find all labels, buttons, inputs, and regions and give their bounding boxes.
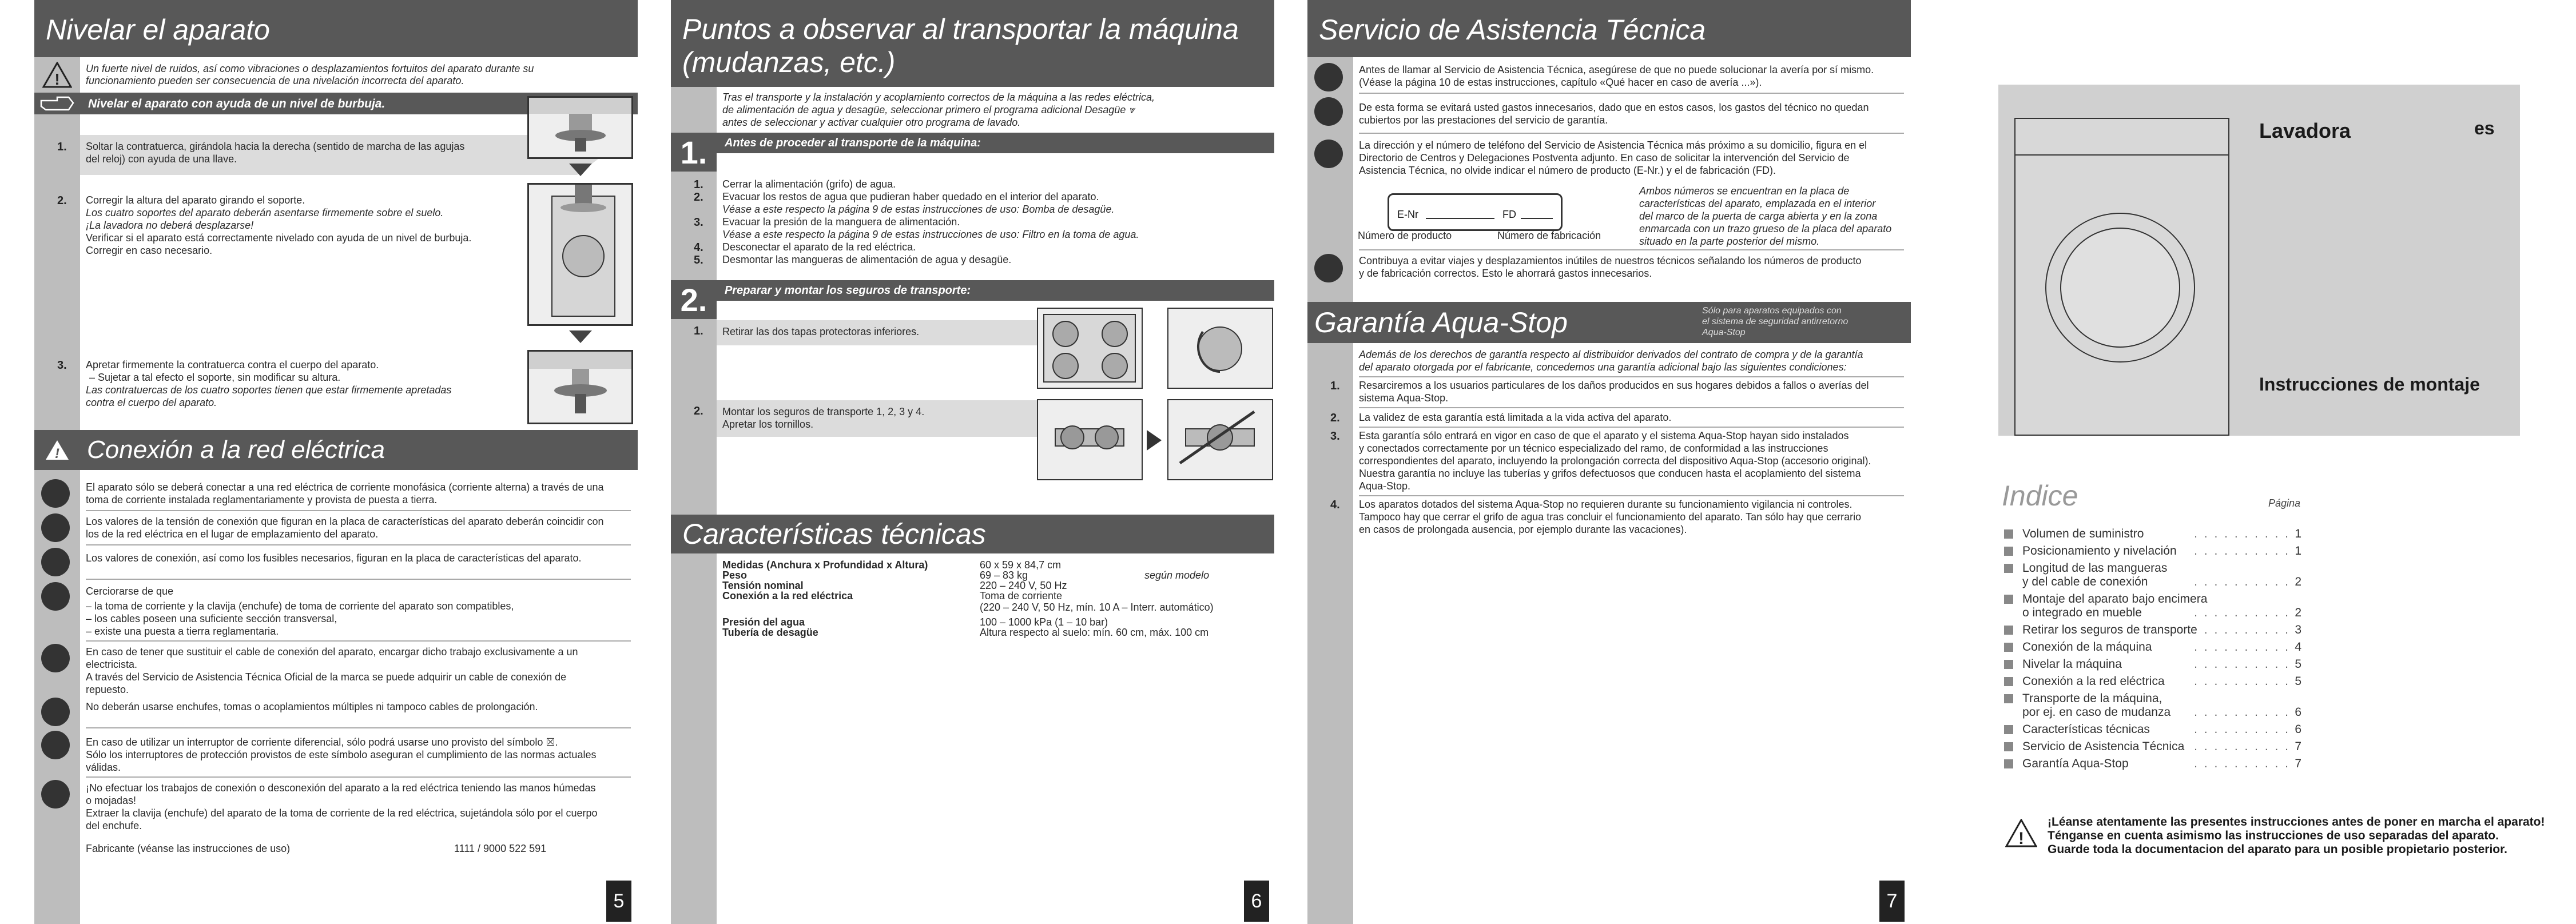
index-item-label: Garantía Aqua-Stop . . . . . . . . . . 7 bbox=[2004, 757, 2301, 771]
warranty-note: Sólo para aparatos equipados con el sistema de seguridad antirretorno Aqua-Stop bbox=[1702, 306, 1848, 337]
machine-front bbox=[2014, 118, 2229, 436]
index-item bbox=[2004, 675, 2301, 688]
step-1-line-1: Soltar la contratuerca, girándola hacia la derecha (sentido de marcha de las agujas bbox=[86, 141, 465, 152]
block-2-number: 2. bbox=[671, 280, 717, 319]
block-1-title: Antes de proceder al transporte de la máquina: bbox=[717, 133, 1274, 153]
step-1-line-2: del reloj) con ayuda de una llave. bbox=[86, 153, 237, 165]
index-leader: . . . . . . . . . . bbox=[2194, 575, 2290, 588]
square-bullet-icon bbox=[2004, 742, 2013, 751]
index-item bbox=[2004, 592, 2301, 620]
intro-line-2: de alimentación de agua y desagüe, seleccionar primero el programa adicional Desagüe ⩔ bbox=[722, 104, 1135, 115]
index-page-label: Página bbox=[2268, 497, 2301, 509]
svg-text:!: ! bbox=[55, 446, 59, 461]
page-title: Nivelar el aparato bbox=[34, 0, 638, 57]
index-page: 7 bbox=[2295, 757, 2301, 770]
square-bullet-icon bbox=[2004, 677, 2013, 686]
index-leader: . . . . . . . . . . bbox=[2194, 740, 2290, 753]
foot-illustration-2 bbox=[527, 350, 633, 424]
warning-icon bbox=[45, 439, 70, 461]
cap-detail-illustration bbox=[1167, 308, 1273, 389]
index-leader: . . . . . . . . . . bbox=[2194, 706, 2290, 719]
notice-line-1: ¡Léanse atentamente las presentes instrucciones antes de poner en marcha el aparato! bbox=[2048, 815, 2545, 829]
page-5: Nivelar el aparato ! Un fuerte nivel de ruidos, así como vibraciones o desplazamientos fortuitos del aparato durante su funcionamiento pueden ser consecuencia de una nivelación incorrecta del aparato. Nivelar el aparato con ayuda de un nivel de burbuja. 1. Soltar la contratuerca, girándola hacia la derecha (sentido de marcha de las agujas del reloj) con ayuda de una llave. 2. Corregir la altura del aparato girando el soporte. Los cuatro soportes del aparato deberán asentarse firmemente sobre el suelo. ¡La lavadora no deberá desplazarse! Verificar si el aparato está correctamente nivelado con ayuda de un nivel de burbuja. Corregir en caso necesario. 3. Apretar firmemente la contratuerca contra el cuerpo del aparato. – Sujetar a tal efecto el soporte, sin modificar su altura. Las contratuercas de los cuatro soportes tienen que estar firmemente apretadas contra el cuerpo del aparato. ! Conexión a la red eléctrica El aparato sólo se deberá conectar a una red eléctrica de corriente monofásica (corriente alterna) a través de una toma de corriente instalada reglamentariamente y provista de puesta a tierra. Los valores de la tensión de conexión que figuran en la placa de características del aparato deberán coincidir con los de la red eléctrica en el lugar de emplazamiento del aparato. Los valores de conexión, así como los fusibles necesarios, figuran en la placa de características del aparato. Cerciorarse de que – la toma de corriente y la clavija (enchufe) de toma de corriente del aparato son compatibles, – los cables poseen una suficiente sección transversal, – existe una puesta a tierra reglamentaria. En caso de tener que sustituir el cable de conexión del aparato, encargar dicho trabajo exclusivamente a un electricista. A través del Servicio de Asistencia Técnica Oficial de la marca se puede adquirir un cable de conexión de repuesto. No deberán usarse enchufes, tomas o acoplamientos múltiples ni tampoco cables de prolongación. En caso de utilizar un interruptor de corriente diferencial, sólo podrá usarse uno provisto del símbolo ☒. Sólo los interruptores de protección provistos de este símbolo aseguran el cumplimiento de las normas actuales válidas. ¡No efectuar los trabajos de conexión o desconexión del aparato a la red eléctrica teniendo las manos húmedas o mojadas! Extraer la clavija (enchufe) del aparato de la toma de corriente de la red eléctrica, sujetándola sólo por el cuerpo del enchufe. Fabricante (véanse las instrucciones de uso) 1111 / 9000 522 591 5 bbox=[34, 0, 638, 924]
index-leader: . . . . . . . . . . bbox=[2194, 623, 2290, 636]
index-title: Indice bbox=[2002, 480, 2078, 512]
arrow-down-icon bbox=[569, 330, 592, 343]
square-bullet-icon bbox=[2004, 660, 2013, 669]
left-bar bbox=[1307, 0, 1353, 924]
warning-row bbox=[34, 57, 638, 93]
index-leader: . . . . . . . . . . bbox=[2194, 723, 2290, 736]
index-page: 6 bbox=[2295, 723, 2301, 736]
notice-line-2: Ténganse en cuenta asimismo las instrucciones de uso separadas del aparato. bbox=[2048, 829, 2499, 842]
notice-line-3: Guarde toda la documentacion del aparato para un posible propietario posterior. bbox=[2048, 843, 2507, 856]
page-7: Servicio de Asistencia Técnica Antes de llamar al Servicio de Asistencia Técnica, asegúrese de que no puede solucionar la avería por sí mismo. (Véase la página 10 de estas instrucciones, capítulo «Qué hacer en caso de avería ...»). De esta forma se evitará usted gastos innecesarios, dado que en estos casos, los gastos del técnico no quedan cubiertos por las prestaciones del servicio de garantía. La dirección y el número de teléfono del Servicio de Asistencia Técnica más próximo a su domicilio, figura en el Directorio de Centros y Delegaciones Postventa adjunto. En caso de solicitar la intervención del Servicio de Asistencia Técnica, no olvide indicar el número de producto (E-Nr.) y el de fabricación (FD). E-Nr FD Número de producto Número de fabricación Ambos números se encuentran en la placa de características del aparato, emplazada en el interior del marco de la puerta de carga abierta y en la zona enmarcada con un trazo grueso de la placa del aparato situado en la parte posterior del mismo. Contribuya a evitar viajes y desplazamientos inútiles de nuestros técnicos señalando los números de producto y de fabricación correctos. Esto le ahorrará gastos innecesarios. Garantía Aqua-Stop Sólo para aparatos equipados con el sistema de seguridad antirretorno Aqua-Stop Además de los derechos de garantía respecto al distribuidor derivados del contrato de compra y de la garantía del aparato otorgada por el fabricante, concedemos una garantía adicional bajo las siguientes condiciones: 1. Resarciremos a los usuarios particulares de los daños producidos en sus hogares debidos a fallos o averías del sistema Aqua-Stop. 2. La validez de esta garantía está limitada a la vida activa del aparato. 3. Esta garantía sólo entrará en vigor en caso de que el aparato y el sistema Aqua-Stop hayan sido instalados y conectados correctamente por un técnico especializado del ramo, de conformidad a las instrucciones correspondientes del aparato, incluyendo la prolongación correcta del dispositivo Aqua-Stop (accesorio original). Nuestra garantía no incluye las tuberías y grifos defectuosos que conducen hasta el acoplamiento del sistema Aqua-Stop. 4. Los aparatos dotados del sistema Aqua-Stop no requieren durante su funcionamiento vigilancia ni controles. Tampoco hay que cerrar el grifo de agua tras concluir el funcionamiento del aparato. Tan sólo hay que cerrario en casos de prolongada ausencia, por ejemplo durante las vacaciones). 7 bbox=[1307, 0, 1911, 924]
cover-box bbox=[1998, 85, 2520, 436]
index-page: 7 bbox=[2295, 740, 2301, 753]
section-title-conexion bbox=[34, 430, 638, 470]
index-leader: . . . . . . . . . . bbox=[2194, 527, 2290, 540]
caps-illustration bbox=[1037, 308, 1143, 389]
page-6: Puntos a observar al transportar la máquina (mudanzas, etc.) Tras el transporte y la instalación y acoplamiento correctos de la máquina a las redes eléctrica, de alimentación de agua y desagüe, seleccionar primero el programa adicional Desagüe ⩔ antes de seleccionar y activar cualquier otro programa de lavado. 1. Antes de proceder al transporte de la máquina: 1. Cerrar la alimentación (grifo) de agua. 2. Evacuar los restos de agua que pudieran haber quedado en el interior del aparato. Véase a este respecto la página 9 de estas instrucciones de uso: Bomba de desagüe. 3. Evacuar la presión de la manguera de alimentación. Véase a este respecto la página 9 de estas instrucciones de uso: Filtro en la toma de agua. 4. Desconectar el aparato de la red eléctrica. 5. Desmontar las mangueras de alimentación de agua y desagüe. 2. Preparar y montar los seguros de transporte: 1. Retirar las dos tapas protectoras inferiores. 2. Montar los seguros de transporte 1, 2, 3 y 4. Apretar los tornillos. Características técnicas Medidas (Anchura x Profundidad x Altura) 60 x 59 x 84,7 cm Peso 69 – 83 kg según modelo Tensión nominal 220 – 240 V, 50 Hz Conexión a la red eléctrica Toma de corriente (220 – 240 V, 50 Hz, mín. 10 A – Interr. automático) Presión del agua 100 – 1000 kPa (1 – 10 bar) Tubería de desagüe Altura respecto al suelo: mín. 60 cm, máx. 100 cm 6 bbox=[671, 0, 1274, 924]
index-item-label: Posicionamiento y nivelación . . . . . . . . . . 1 bbox=[2004, 544, 2301, 558]
block-1-number: 1. bbox=[671, 133, 717, 172]
plate-label-fabrication: Número de fabricación bbox=[1497, 230, 1601, 241]
square-bullet-icon bbox=[2004, 595, 2013, 604]
warranty-title: Garantía Aqua-Stop bbox=[1314, 306, 1568, 338]
foot-illustration-1 bbox=[527, 96, 633, 159]
section-title-text: Conexión a la red eléctrica bbox=[87, 436, 385, 464]
index-item-label: Longitud de las mangueras bbox=[2004, 561, 2301, 575]
index-item bbox=[2004, 723, 2301, 736]
index-item-label: o integrado en mueble . . . . . . . . . . 2 bbox=[2022, 606, 2301, 619]
arrow-right-icon bbox=[1146, 429, 1163, 452]
index-item bbox=[2004, 757, 2301, 771]
index-item-label: Nivelar la máquina . . . . . . . . . . 5 bbox=[2004, 658, 2301, 671]
index-item bbox=[2004, 623, 2301, 637]
square-bullet-icon bbox=[2004, 759, 2013, 768]
lock-illustration-2 bbox=[1167, 399, 1273, 480]
index-item bbox=[2004, 640, 2301, 654]
index-leader: . . . . . . . . . . bbox=[2194, 658, 2290, 671]
svg-text:!: ! bbox=[54, 70, 60, 88]
index-page: 1 bbox=[2295, 544, 2301, 557]
warranty-intro-2: del aparato otorgada por el fabricante, concedemos una garantía adicional bajo las siguientes condiciones: bbox=[1359, 361, 1847, 373]
square-bullet-icon bbox=[2004, 626, 2013, 635]
square-bullet-icon bbox=[2004, 529, 2013, 539]
index-item-label: por ej. en caso de mudanza . . . . . . . . . . 6 bbox=[2022, 706, 2301, 719]
warning-icon bbox=[2005, 819, 2037, 847]
index-item-label: Retirar los seguros de transporte . . . . . . . . . . 3 bbox=[2004, 623, 2301, 637]
arrow-down-icon bbox=[569, 164, 592, 176]
index-page: 6 bbox=[2295, 706, 2301, 719]
hand-pointer-icon bbox=[40, 95, 74, 112]
index-item-label: Transporte de la máquina, bbox=[2004, 692, 2301, 706]
index-item bbox=[2004, 692, 2301, 719]
index-page: 5 bbox=[2295, 658, 2301, 671]
plate-label-product: Número de producto bbox=[1358, 230, 1452, 241]
index-leader: . . . . . . . . . . bbox=[2194, 640, 2290, 654]
warning-icon bbox=[42, 62, 72, 88]
index-page: 5 bbox=[2295, 675, 2301, 688]
index-item bbox=[2004, 561, 2301, 589]
sub-heading: Nivelar el aparato con ayuda de un nivel de burbuja. bbox=[88, 97, 385, 110]
page-number: 7 bbox=[1879, 881, 1905, 922]
intro-line-3: antes de seleccionar y activar cualquier otro programa de lavado. bbox=[722, 117, 1021, 128]
maker-label: Fabricante (véanse las instrucciones de uso) bbox=[86, 843, 291, 854]
index-item-label: Montaje del aparato bajo encimera bbox=[2004, 592, 2301, 606]
block-2-title: Preparar y montar los seguros de transporte: bbox=[717, 280, 1274, 301]
square-bullet-icon bbox=[2004, 547, 2013, 556]
square-bullet-icon bbox=[2004, 643, 2013, 652]
index-page: 2 bbox=[2295, 575, 2301, 588]
page-title: Servicio de Asistencia Técnica bbox=[1307, 0, 1911, 57]
index-leader: . . . . . . . . . . bbox=[2194, 544, 2290, 557]
index-item-label: Características técnicas . . . . . . . . . . 6 bbox=[2004, 723, 2301, 736]
page-number: 6 bbox=[1244, 881, 1269, 922]
index-item bbox=[2004, 544, 2301, 558]
index-item-label: Conexión de la máquina . . . . . . . . . . 4 bbox=[2004, 640, 2301, 654]
index-item bbox=[2004, 658, 2301, 671]
cover-subtitle: Instrucciones de montaje bbox=[2259, 374, 2480, 395]
lock-illustration-1 bbox=[1037, 399, 1143, 480]
index-list bbox=[2004, 527, 2301, 774]
index-leader: . . . . . . . . . . bbox=[2194, 606, 2290, 619]
index-item-label: Servicio de Asistencia Técnica . . . . . . . . . . 7 bbox=[2004, 740, 2301, 754]
square-bullet-icon bbox=[2004, 725, 2013, 734]
square-bullet-icon bbox=[2004, 694, 2013, 703]
square-bullet-icon bbox=[2004, 564, 2013, 573]
index-item-label: Conexión a la red eléctrica . . . . . . . . . . 5 bbox=[2004, 675, 2301, 688]
index-item bbox=[2004, 740, 2301, 754]
intro-line-1: Tras el transporte y la instalación y acoplamiento correctos de la máquina a las redes eléctrica, bbox=[722, 91, 1155, 103]
maker-number: 1111 / 9000 522 591 bbox=[454, 843, 547, 854]
index-item-label: y del cable de conexión . . . . . . . . . . 2 bbox=[2022, 575, 2301, 588]
index-page: 3 bbox=[2295, 623, 2301, 636]
index-page: 4 bbox=[2295, 640, 2301, 654]
cover-lang: es bbox=[2474, 118, 2495, 138]
index-item-label: Volumen de suministro . . . . . . . . . . 1 bbox=[2004, 527, 2301, 541]
warranty-intro-1: Además de los derechos de garantía respecto al distribuidor derivados del contrato de compra y de la garantía bbox=[1359, 349, 1863, 360]
index-item bbox=[2004, 527, 2301, 541]
index-leader: . . . . . . . . . . bbox=[2194, 757, 2290, 770]
svg-text:!: ! bbox=[2018, 829, 2024, 847]
page-number: 5 bbox=[606, 881, 631, 922]
index-page: 1 bbox=[2295, 527, 2301, 540]
index-leader: . . . . . . . . . . bbox=[2194, 675, 2290, 688]
section-title-specs: Características técnicas bbox=[671, 515, 1274, 553]
machine-illustration bbox=[527, 183, 633, 326]
warning-text: Un fuerte nivel de ruidos, así como vibraciones o desplazamientos fortuitos del aparato durante su funcionamiento pueden ser consecuencia de una nivelación incorrecta del aparato. bbox=[86, 63, 534, 86]
door-icon bbox=[2045, 213, 2195, 363]
index-page: 2 bbox=[2295, 606, 2301, 619]
type-plate: E-Nr FD bbox=[1388, 193, 1563, 231]
cover-title: Lavadora bbox=[2259, 119, 2351, 142]
page-title: Puntos a observar al transportar la máquina (mudanzas, etc.) bbox=[671, 0, 1274, 87]
